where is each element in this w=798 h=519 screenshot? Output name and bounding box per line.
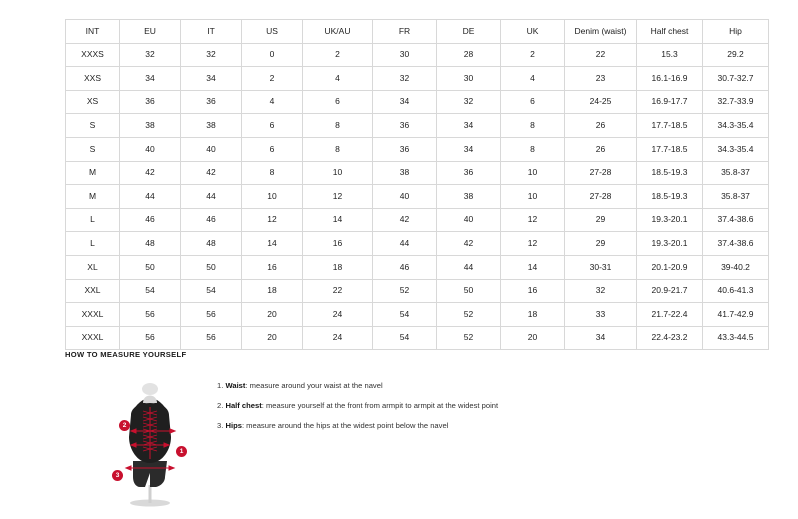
table-cell: 8 <box>501 137 565 161</box>
table-row <box>66 114 769 138</box>
table-cell: 34 <box>437 137 501 161</box>
table-cell: 50 <box>181 255 242 279</box>
table-cell: 17.7-18.5 <box>637 114 703 138</box>
table-cell: 56 <box>181 303 242 327</box>
size-label-cell: S <box>66 137 120 161</box>
table-cell: 46 <box>120 208 181 232</box>
table-cell: 42 <box>373 208 437 232</box>
measure-step-text: : measure around your waist at the navel <box>245 381 383 390</box>
table-cell: 14 <box>242 232 303 256</box>
table-header-cell: US <box>242 20 303 44</box>
table-cell: 16.1-16.9 <box>637 67 703 91</box>
table-cell: 16.9-17.7 <box>637 90 703 114</box>
table-cell: 40 <box>437 208 501 232</box>
table-cell: 20 <box>242 326 303 350</box>
table-cell: 8 <box>303 114 373 138</box>
marker-1: 1 <box>176 446 187 457</box>
table-cell: 56 <box>120 326 181 350</box>
measure-step <box>217 381 498 390</box>
measure-step-text: : measure around the hips at the widest point below the navel <box>241 421 449 431</box>
table-cell: 42 <box>120 161 181 185</box>
table-cell: 37.4-38.6 <box>703 232 769 256</box>
table-cell: 36 <box>373 114 437 138</box>
table-cell: 40 <box>120 137 181 161</box>
table-cell: 23 <box>565 67 637 91</box>
table-cell: 32 <box>437 90 501 114</box>
table-cell: 22 <box>565 43 637 67</box>
table-cell: 29 <box>565 232 637 256</box>
table-header-cell: INT <box>66 20 120 44</box>
measure-step-text: : measure yourself at the front from armpit to armpit at the widest point <box>261 401 499 411</box>
table-cell: 22 <box>303 279 373 303</box>
measure-step-number: 3. <box>217 421 224 431</box>
table-cell: 29 <box>565 208 637 232</box>
measure-steps-list <box>217 373 498 441</box>
table-cell: 10 <box>501 185 565 209</box>
table-cell: 16 <box>303 232 373 256</box>
table-header-cell: UK <box>501 20 565 44</box>
table-cell: 18.5-19.3 <box>637 161 703 185</box>
table-cell: 44 <box>373 232 437 256</box>
table-cell: 14 <box>501 255 565 279</box>
table-cell: 6 <box>242 137 303 161</box>
table-cell: 35.8-37 <box>703 185 769 209</box>
table-cell: 4 <box>242 90 303 114</box>
table-cell: 18 <box>242 279 303 303</box>
mannequin-illustration <box>93 373 203 508</box>
table-row <box>66 255 769 279</box>
table-row <box>66 303 769 327</box>
table-cell: 26 <box>565 137 637 161</box>
table-cell: 12 <box>501 232 565 256</box>
measure-step-term: Hips <box>225 421 242 431</box>
table-cell: 32 <box>120 43 181 67</box>
table-cell: 50 <box>437 279 501 303</box>
marker-3: 3 <box>112 470 123 481</box>
table-cell: 56 <box>181 326 242 350</box>
table-header-cell: DE <box>437 20 501 44</box>
table-cell: 40.6-41.3 <box>703 279 769 303</box>
table-cell: 16 <box>501 279 565 303</box>
table-cell: 28 <box>437 43 501 67</box>
table-cell: 34 <box>181 67 242 91</box>
size-label-cell: XL <box>66 255 120 279</box>
size-label-cell: XXXL <box>66 326 120 350</box>
table-cell: 8 <box>303 137 373 161</box>
table-cell: 20 <box>501 326 565 350</box>
table-cell: 48 <box>120 232 181 256</box>
mannequin-figure <box>93 373 203 508</box>
table-header-cell: UK/AU <box>303 20 373 44</box>
measure-step-term: Waist <box>225 381 246 390</box>
size-label-cell: XXS <box>66 67 120 91</box>
size-chart-table-wrapper <box>65 19 754 350</box>
table-cell: 12 <box>242 208 303 232</box>
table-cell: 36 <box>437 161 501 185</box>
table-cell: 20.1-20.9 <box>637 255 703 279</box>
table-cell: 34.3-35.4 <box>703 137 769 161</box>
table-cell: 10 <box>501 161 565 185</box>
table-cell: 52 <box>437 326 501 350</box>
table-cell: 12 <box>501 208 565 232</box>
size-label-cell: XXXS <box>66 43 120 67</box>
table-cell: 14 <box>303 208 373 232</box>
table-cell: 30-31 <box>565 255 637 279</box>
table-cell: 32 <box>181 43 242 67</box>
measure-step-term: Half chest <box>225 401 262 411</box>
measure-step-number: 1. <box>217 381 224 390</box>
table-cell: 4 <box>303 67 373 91</box>
table-cell: 30.7-32.7 <box>703 67 769 91</box>
size-chart-table <box>65 19 769 350</box>
table-cell: 36 <box>120 90 181 114</box>
table-cell: 30 <box>373 43 437 67</box>
size-label-cell: S <box>66 114 120 138</box>
table-row <box>66 137 769 161</box>
measure-step-number: 2. <box>217 401 224 411</box>
table-cell: 6 <box>501 90 565 114</box>
table-cell: 29.2 <box>703 43 769 67</box>
table-cell: 10 <box>242 185 303 209</box>
table-cell: 30 <box>437 67 501 91</box>
table-cell: 38 <box>181 114 242 138</box>
table-cell: 34.3-35.4 <box>703 114 769 138</box>
table-cell: 26 <box>565 114 637 138</box>
table-cell: 41.7-42.9 <box>703 303 769 327</box>
table-cell: 48 <box>181 232 242 256</box>
table-cell: 2 <box>501 43 565 67</box>
table-cell: 8 <box>501 114 565 138</box>
table-cell: 20.9-21.7 <box>637 279 703 303</box>
table-cell: 16 <box>242 255 303 279</box>
table-cell: 32 <box>373 67 437 91</box>
table-header-cell: Hip <box>703 20 769 44</box>
size-label-cell: XXXL <box>66 303 120 327</box>
table-cell: 12 <box>303 185 373 209</box>
table-cell: 24-25 <box>565 90 637 114</box>
table-row <box>66 208 769 232</box>
table-cell: 20 <box>242 303 303 327</box>
measure-step <box>217 421 498 430</box>
size-label-cell: L <box>66 232 120 256</box>
table-cell: 36 <box>373 137 437 161</box>
table-row <box>66 43 769 67</box>
table-header-row <box>66 20 769 44</box>
table-cell: 2 <box>242 67 303 91</box>
table-cell: 10 <box>303 161 373 185</box>
measure-step <box>217 401 498 410</box>
table-row <box>66 326 769 350</box>
table-cell: 54 <box>181 279 242 303</box>
table-cell: 34 <box>565 326 637 350</box>
table-cell: 38 <box>437 185 501 209</box>
table-cell: 50 <box>120 255 181 279</box>
table-cell: 44 <box>437 255 501 279</box>
how-to-measure-section <box>65 350 733 508</box>
table-cell: 44 <box>120 185 181 209</box>
table-cell: 40 <box>373 185 437 209</box>
table-cell: 24 <box>303 326 373 350</box>
table-cell: 32.7-33.9 <box>703 90 769 114</box>
table-row <box>66 90 769 114</box>
table-cell: 46 <box>373 255 437 279</box>
table-cell: 52 <box>373 279 437 303</box>
table-cell: 36 <box>181 90 242 114</box>
size-label-cell: M <box>66 185 120 209</box>
table-cell: 37.4-38.6 <box>703 208 769 232</box>
table-cell: 34 <box>120 67 181 91</box>
table-cell: 39-40.2 <box>703 255 769 279</box>
size-label-cell: M <box>66 161 120 185</box>
table-cell: 38 <box>373 161 437 185</box>
table-row <box>66 161 769 185</box>
table-cell: 22.4-23.2 <box>637 326 703 350</box>
table-cell: 6 <box>303 90 373 114</box>
table-cell: 54 <box>373 303 437 327</box>
table-cell: 27-28 <box>565 161 637 185</box>
table-cell: 46 <box>181 208 242 232</box>
table-header-cell: IT <box>181 20 242 44</box>
table-row <box>66 67 769 91</box>
table-cell: 8 <box>242 161 303 185</box>
marker-2: 2 <box>119 420 130 431</box>
table-cell: 54 <box>373 326 437 350</box>
table-header-cell: EU <box>120 20 181 44</box>
table-cell: 38 <box>120 114 181 138</box>
table-cell: 34 <box>437 114 501 138</box>
size-label-cell: XS <box>66 90 120 114</box>
table-row <box>66 279 769 303</box>
table-cell: 40 <box>181 137 242 161</box>
table-cell: 42 <box>437 232 501 256</box>
table-header-cell: FR <box>373 20 437 44</box>
table-cell: 43.3-44.5 <box>703 326 769 350</box>
table-row <box>66 185 769 209</box>
table-cell: 33 <box>565 303 637 327</box>
table-cell: 2 <box>303 43 373 67</box>
table-cell: 32 <box>565 279 637 303</box>
size-label-cell: L <box>66 208 120 232</box>
size-label-cell: XXL <box>66 279 120 303</box>
table-cell: 27-28 <box>565 185 637 209</box>
table-cell: 24 <box>303 303 373 327</box>
table-cell: 4 <box>501 67 565 91</box>
table-cell: 54 <box>120 279 181 303</box>
table-header-cell: Denim (waist) <box>565 20 637 44</box>
how-to-measure-title: HOW TO MEASURE YOURSELF <box>65 350 187 359</box>
table-cell: 35.8-37 <box>703 161 769 185</box>
table-cell: 17.7-18.5 <box>637 137 703 161</box>
table-cell: 15.3 <box>637 43 703 67</box>
table-cell: 19.3-20.1 <box>637 232 703 256</box>
table-cell: 18 <box>303 255 373 279</box>
table-cell: 19.3-20.1 <box>637 208 703 232</box>
table-cell: 34 <box>373 90 437 114</box>
table-cell: 21.7-22.4 <box>637 303 703 327</box>
table-cell: 0 <box>242 43 303 67</box>
table-cell: 6 <box>242 114 303 138</box>
table-cell: 56 <box>120 303 181 327</box>
table-cell: 42 <box>181 161 242 185</box>
table-cell: 52 <box>437 303 501 327</box>
table-header-cell: Half chest <box>637 20 703 44</box>
table-cell: 18 <box>501 303 565 327</box>
table-cell: 18.5-19.3 <box>637 185 703 209</box>
table-cell: 44 <box>181 185 242 209</box>
table-row <box>66 232 769 256</box>
